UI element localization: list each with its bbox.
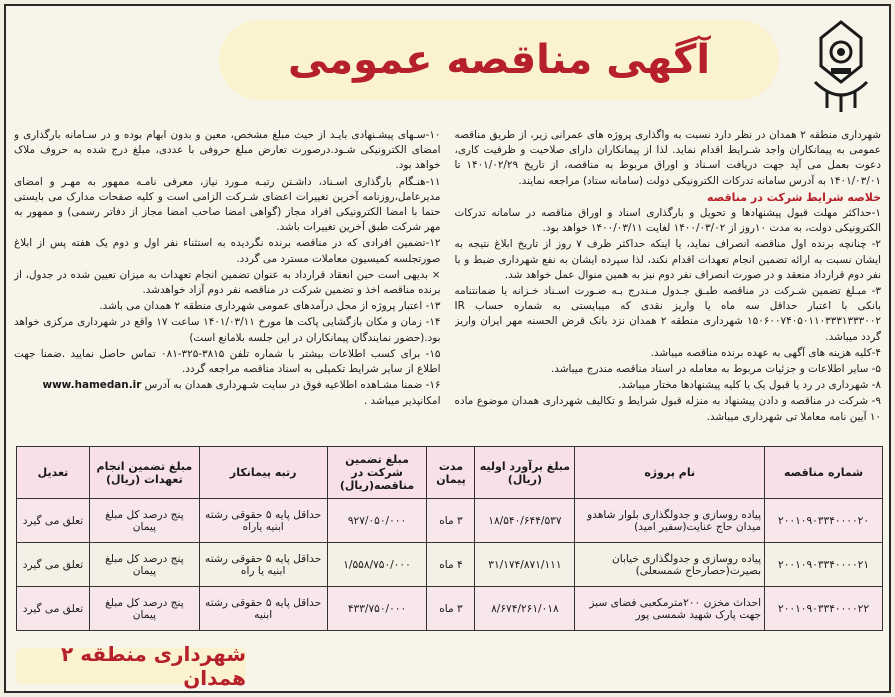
condition-item: ۱۳- اعتبار پروژه از محل درآمدهای عمومی شهرداری منطقه ۲ همدان می باشد. (99, 300, 441, 313)
condition-item: ۱۱-هنـگام بارگذاری اسـناد، داشـتن رتبـه مـورد نیاز، معرفی نامـه ممهور به مهـر و امضای مدیرعامل،روزنامه آخرین تغییرات اعضای شـرکت الزامی است و کلیه صفحات مدارک می بایستی حتما با امضا الکترونیکی افراد مجاز (گواهی امضا صاحب امضا مجاز از دفاتر رسمی) و ممهور به مهر شرکت طبق آخرین تغییرات باشد. (14, 175, 441, 234)
tender-number: ۲۰۰۱۰۹۰۳۳۴۰۰۰۰۲۰ (765, 499, 883, 543)
project-name: پیاده روسازی و جدولگذاری خیابان بصیرت(حصارحاج شمسعلی) (575, 543, 765, 587)
participation-guarantee: ۹۲۷/۰۵۰/۰۰۰ (327, 499, 427, 543)
intro-paragraph: شهرداری منطقه ۲ همدان در نظر دارد نسبت به واگذاری پروژه های عمرانی زیر، از طریق مناقصه عمومی به پیمانکاران واجد شـرایط اقدام نماید. لذا از پیمانکاران دارای صلاحیت و ظرفیت کاری، دعوت بعمل می آید جهت دریافت اسـناد و اوراق مربوط به مناقصه، از تاریخ ۱۴۰۱/۰۲/۲۹ تا ۱۴۰۱/۰۳/۰۱ به آدرس سامانه تدرکات الکترونیکی دولت (سامانه ستاد) مراجعه نمایند. (454, 129, 881, 187)
tender-notice (4, 4, 891, 693)
condition-item: × بدیهی است حین انعقاد قرارداد به عنوان تضمین انجام تعهدات به میزان تعیین شده در جدول، از برنده مناقصه اخذ و تضمین شرکت در مناقصه نفر دوم آزاد خواهدشد. (14, 268, 441, 297)
contractor-rank: حداقل پایه ۵ حقوقی رشته ابنیه (199, 587, 327, 631)
estimated-amount: ۱۸/۵۴۰/۶۴۴/۵۳۷ (475, 499, 575, 543)
column-header: مبلغ برآورد اولیه (ریال) (475, 447, 575, 499)
condition-item-text: ۱۶- ضمنا مشـاهده اطلاعیه فوق در سایت شـهرداری همدان به آدرس (144, 379, 441, 392)
conditions-heading: خلاصه شرایط شرکت در مناقصه (706, 190, 881, 204)
tender-table (16, 446, 883, 631)
table-row (17, 587, 883, 631)
contract-duration: ۴ ماه (427, 543, 475, 587)
condition-item: ۲- چنانچه برنده اول مناقصه انصراف نماید، یا اینکه حداکثر ظرف ۷ روز از تاریخ ابلاغ نتیجه به ایشان نسبت به ارائه تضمین انجام تعهدات اقدام نکند، لذا سپرده ایشان به نفع شهرداری ضبط و با نفر دوم قرارداد منعقد و در صورت انصراف نفر دوم نیز به همین منوال عمل خواهد شد. (454, 238, 881, 281)
column-header: تعدیل (17, 447, 90, 499)
header (6, 6, 889, 124)
condition-item: ۳- مبـلغ تضمین شـرکت در مناقصه طبـق جـدول مـندرج بـه صـورت اسـناد خـزانه یا ضمانتنامه بانکی با اعتبار حداقل سه ماه یا واریز نقدی که میبایستی به شماره حساب IR ۱۵۰۶۰۰۷۴۰۵۰۱۱۰۳۳۳۱۳۳۳۰۰۲ شهرداری منطقه ۲ همدان نزد بانک قرض الحسنه مهر ایران واریز گردد میباشد. (454, 285, 881, 343)
adjustment: تعلق می گیرد (17, 543, 90, 587)
tender-number: ۲۰۰۱۰۹۰۳۳۴۰۰۰۰۲۲ (765, 587, 883, 631)
adjustment: تعلق می گیرد (17, 587, 90, 631)
right-column (455, 128, 882, 443)
project-name: پیاده روسازی و جدولگذاری بلوار شاهدو میدان حاج عنایت(سفیر امید) (575, 499, 765, 543)
condition-item: امکانپذیر میباشد . (363, 395, 441, 408)
contract-duration: ۳ ماه (427, 499, 475, 543)
column-header: مبلغ تضمین انجام تعهدات (ریال) (89, 447, 199, 499)
project-name: احداث مخزن ۲۰۰مترمکعبی فضای سبز جهت پارک شهید شمسی پور (575, 587, 765, 631)
contractor-rank: حداقل پایه ۵ حقوقی رشته ابنیه یا راه (199, 543, 327, 587)
left-column (14, 128, 441, 443)
condition-item: ۵- سایر اطلاعات و جزئیات مربوط به معامله در اسناد مناقصه مندرج میباشد. (550, 363, 881, 376)
column-header: شماره مناقصه (765, 447, 883, 499)
tender-number: ۲۰۰۱۰۹۰۳۳۴۰۰۰۰۲۱ (765, 543, 883, 587)
column-header: نام پروژه (575, 447, 765, 499)
table-row (17, 499, 883, 543)
column-header: مدت پیمان (427, 447, 475, 499)
column-header: رتبه پیمانکار (199, 447, 327, 499)
table-header-row (17, 447, 883, 499)
footer-signature: شهرداری منطقه ۲ همدان (16, 648, 246, 684)
condition-item: ۹- شرکت در مناقصه و دادن پیشنهاد به منزله قبول شرایط و تکالیف شهرداری همدان موضوع ماده ۱۰ آیین نامه معاملا تی شهرداری میباشد. (454, 395, 881, 423)
estimated-amount: ۸/۶۷۴/۲۶۱/۰۱۸ (475, 587, 575, 631)
condition-item: ۱۰-سـهای پیشـنهادی بایـد از حیث مبلغ مشخص، معین و بدون ابهام بوده و در سـامانه بارگذاری و امضای الکترونیکی شـود.درصورت تعارض مبلغ حروفی با عددی، مبلغ درج شده به حروف ملاک خواهد بود. (14, 129, 441, 172)
contract-duration: ۳ ماه (427, 587, 475, 631)
condition-item: ۸- شهرداری در رد یا قبول یک یا کلیه پیشنهادها مختار میباشد. (618, 379, 881, 392)
performance-guarantee: پنج درصد کل مبلغ پیمان (89, 499, 199, 543)
condition-item: ۴-کلیه هزینه های آگهی به عهده برنده مناقصه میباشد. (650, 346, 881, 359)
table-row (17, 543, 883, 587)
estimated-amount: ۳۱/۱۷۴/۸۷۱/۱۱۱ (475, 543, 575, 587)
notice-body (14, 128, 881, 443)
condition-item: ۱۴- زمان و مکان بازگشایی پاکت ها مورخ ۱۴۰۱/۰۳/۱۱ ساعت ۱۷ واقع در شهرداری مرکزی خواهد بود.(حضور نمایندگان پیمانکاران در این جلسه بلامانع است) (14, 316, 441, 344)
hamedan-municipality-logo-icon (801, 16, 881, 114)
condition-item: ۱-حداکثر مهلت قبول پیشنهادها و تحویل و بارگذاری اسناد و اوراق مناقصه در سامانه تدرکات الکترونیکی دولت، به مدت ۱۰روز از ۱۴۰۰/۰۳/۰۲ لغایت ۱۴۰۰/۰۳/۱۱ خواهد بود. (454, 207, 881, 235)
column-header: مبلغ تضمین شرکت در مناقصه(ریال) (327, 447, 427, 499)
performance-guarantee: پنج درصد کل مبلغ پیمان (89, 587, 199, 631)
adjustment: تعلق می گیرد (17, 499, 90, 543)
page-title: آگهی مناقصه عمومی (219, 20, 779, 100)
condition-item: ۱۵- برای کسب اطلاعات بیشتر با شماره تلفن ۳۸۱۵-۳۲۵-۰۸۱ تماس حاصل نمایید .ضمنا جهت اطلاع از سایر شرایط تکمیلی به اسناد مناقصه مراجعه گردد. (14, 347, 441, 376)
participation-guarantee: ۱/۵۵۸/۷۵۰/۰۰۰ (327, 543, 427, 587)
performance-guarantee: پنج درصد کل مبلغ پیمان (89, 543, 199, 587)
contractor-rank: حداقل پایه ۵ حقوقی رشته ابنیه یاراه (199, 499, 327, 543)
site-url-link[interactable]: www.hamedan.ir (42, 379, 142, 392)
condition-item (14, 378, 441, 393)
participation-guarantee: ۴۳۳/۷۵۰/۰۰۰ (327, 587, 427, 631)
condition-item: ۱۲-تضمین افرادی که در مناقصه برنده نگردیده به استثناء نفر اول و دوم یک هفته پس از ابلاغ صورتجلسه کمیسیون معاملات مسترد می گردد. (14, 237, 441, 265)
